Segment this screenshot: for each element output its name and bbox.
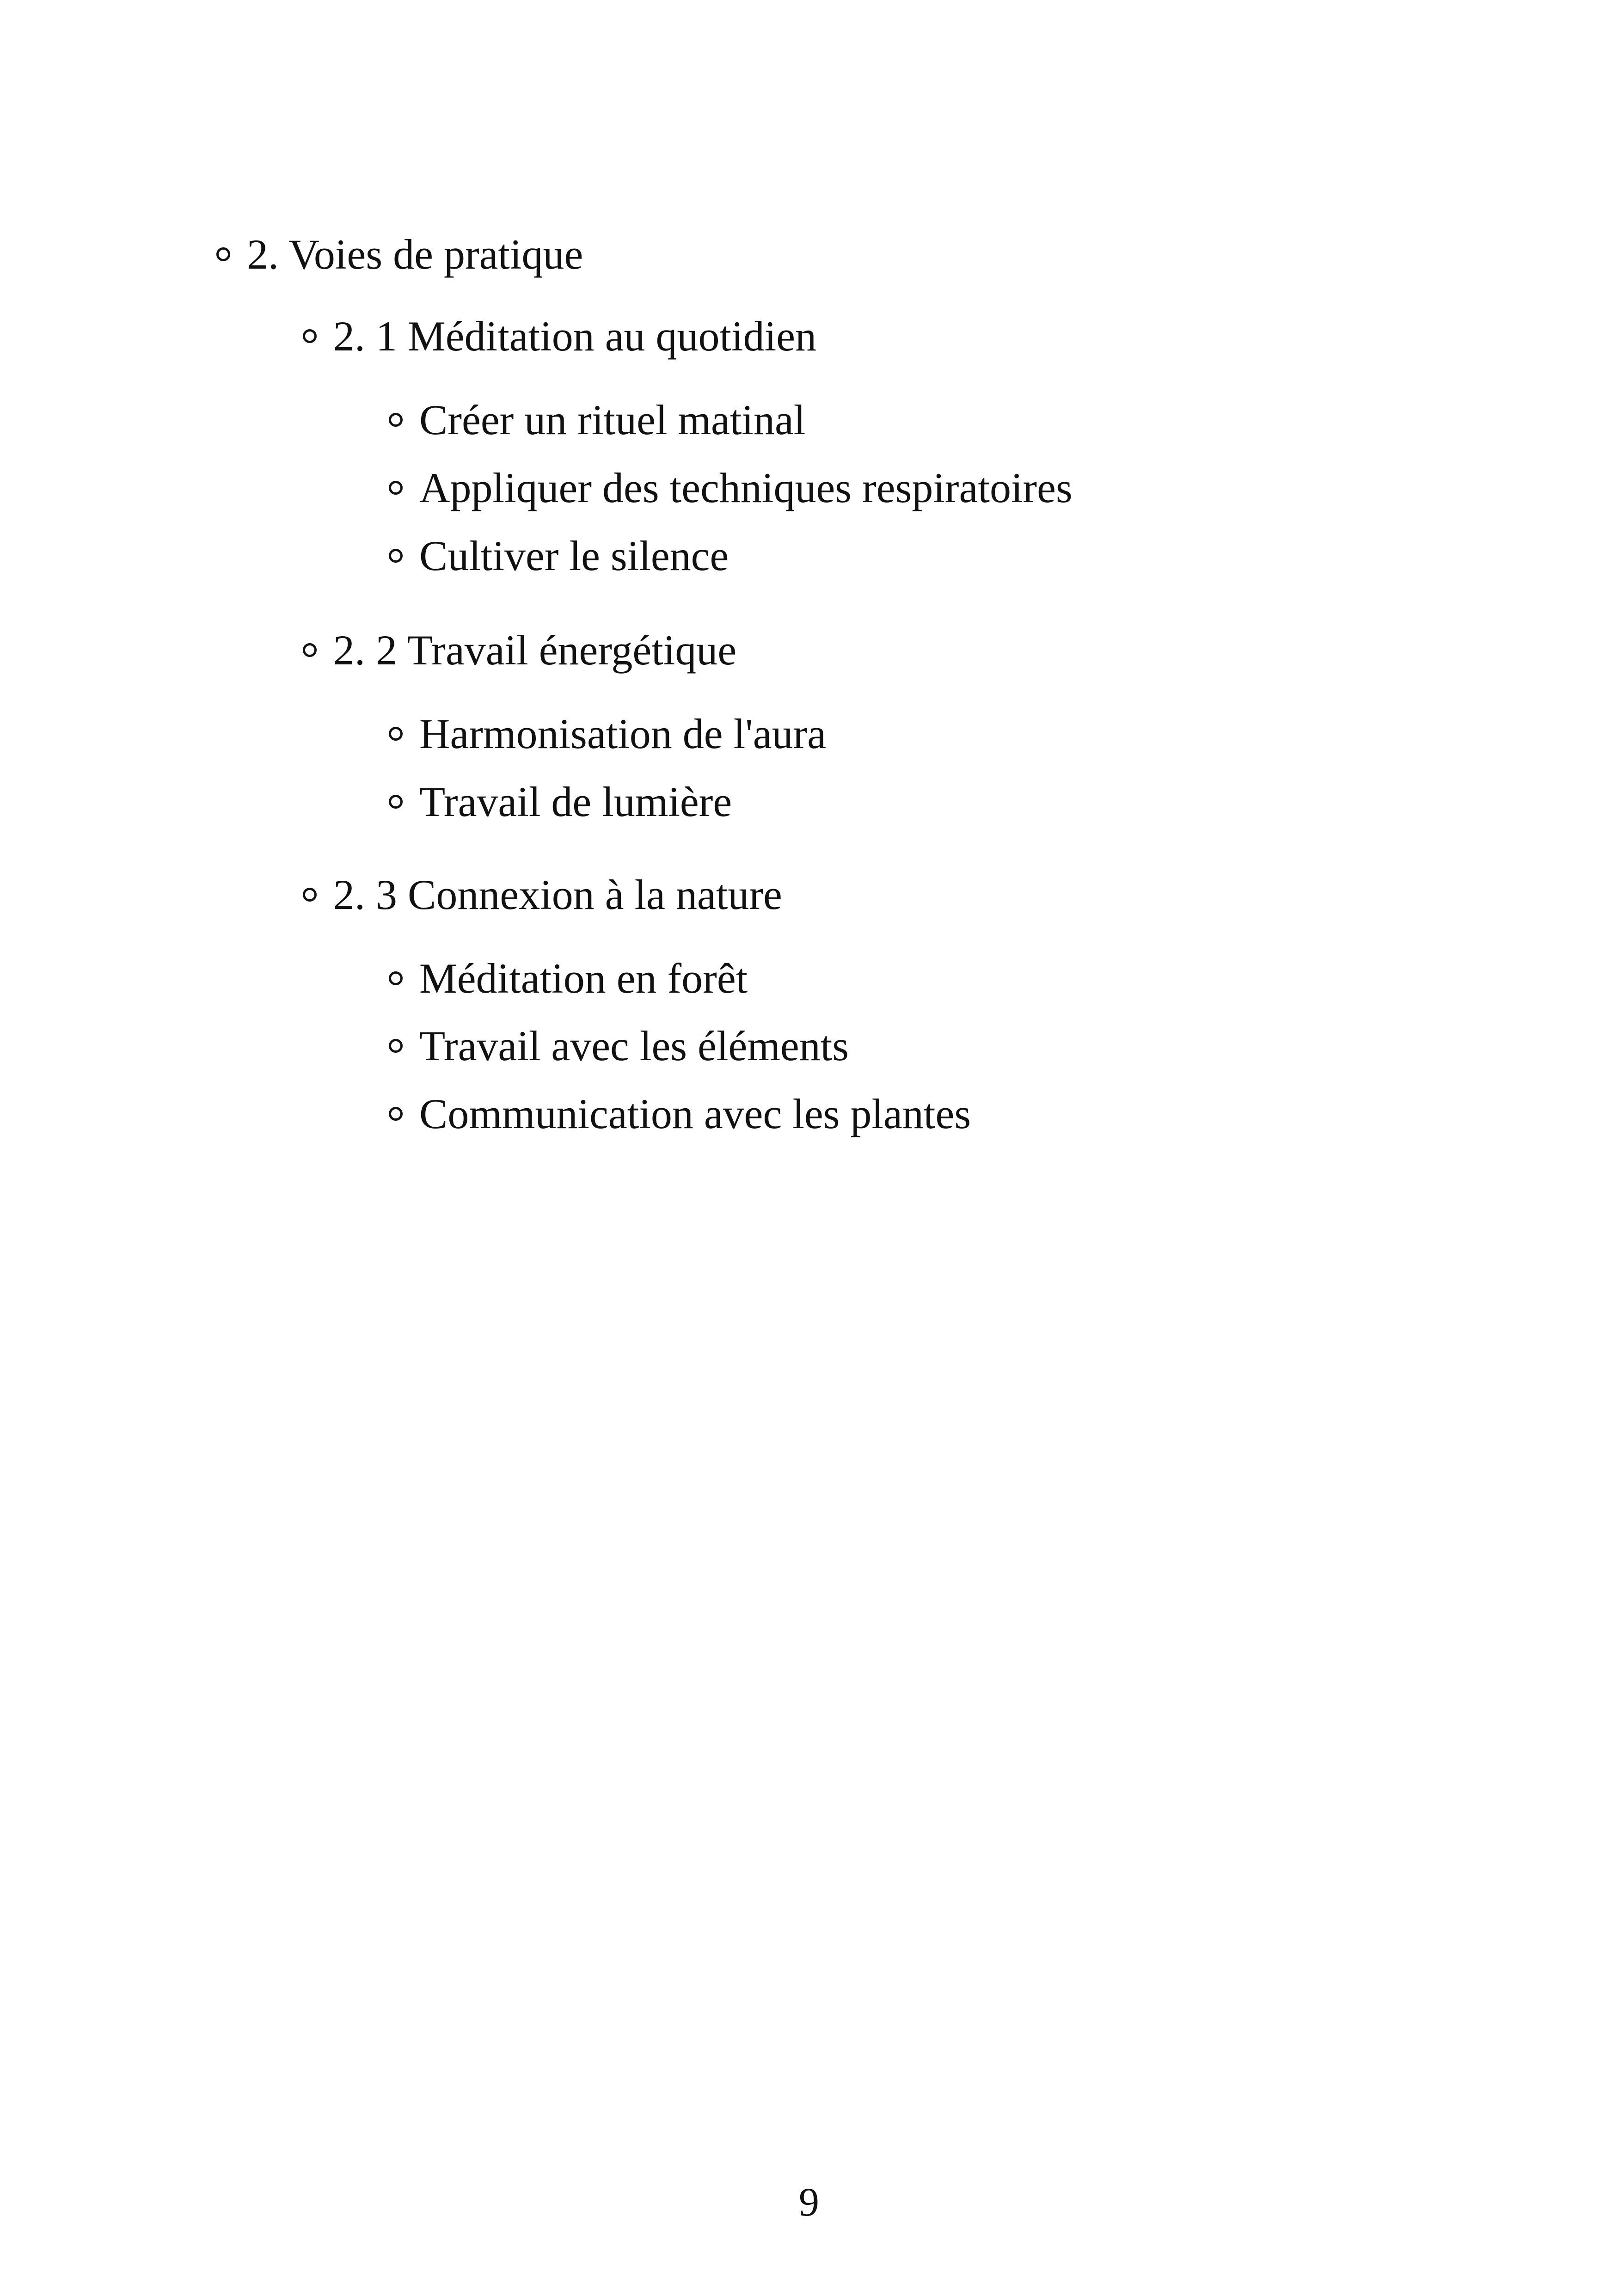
list-item-label: Appliquer des techniques respiratoires <box>419 464 1073 511</box>
hollow-circle-bullet-icon <box>389 413 403 427</box>
page-number: 9 <box>799 2180 819 2225</box>
outline-subsection-heading <box>303 869 782 920</box>
outline-list-item <box>389 1088 971 1139</box>
list-item-label: Créer un rituel matinal <box>419 396 806 443</box>
list-item-label: Cultiver le silence <box>419 532 729 579</box>
hollow-circle-bullet-icon <box>389 549 403 563</box>
outline-list-item <box>389 530 729 581</box>
outline-subsection-heading <box>303 311 816 362</box>
hollow-circle-bullet-icon <box>389 971 403 985</box>
list-item-label: Travail avec les éléments <box>419 1022 849 1069</box>
outline-subsection-heading <box>303 625 736 675</box>
list-item-label: Travail de lumière <box>419 778 732 825</box>
hollow-circle-bullet-icon <box>389 481 403 495</box>
subsection-label: 2. 3 Connexion à la nature <box>333 871 782 918</box>
hollow-circle-bullet-icon <box>389 795 403 809</box>
hollow-circle-bullet-icon <box>389 1107 403 1121</box>
subsection-label: 2. 1 Méditation au quotidien <box>333 313 817 360</box>
list-item-label: Méditation en forêt <box>419 955 748 1002</box>
subsection-label: 2. 2 Travail énergétique <box>333 626 737 674</box>
outline-list-item <box>389 708 826 759</box>
hollow-circle-bullet-icon <box>303 888 317 902</box>
list-item-label: Harmonisation de l'aura <box>419 710 827 757</box>
hollow-circle-bullet-icon <box>303 643 317 657</box>
outline-list-item <box>389 394 805 445</box>
hollow-circle-bullet-icon <box>303 329 317 343</box>
hollow-circle-bullet-icon <box>389 727 403 741</box>
hollow-circle-bullet-icon <box>389 1039 403 1053</box>
outline-list-item <box>389 462 1073 513</box>
list-item-label: Communication avec les plantes <box>419 1090 971 1137</box>
outline-list-item <box>389 953 748 1004</box>
hollow-circle-bullet-icon <box>216 247 230 261</box>
outline-list-item <box>389 1020 849 1071</box>
outline-section-heading <box>216 229 583 280</box>
section-label: 2. Voies de pratique <box>247 231 583 278</box>
outline-list-item <box>389 776 732 827</box>
